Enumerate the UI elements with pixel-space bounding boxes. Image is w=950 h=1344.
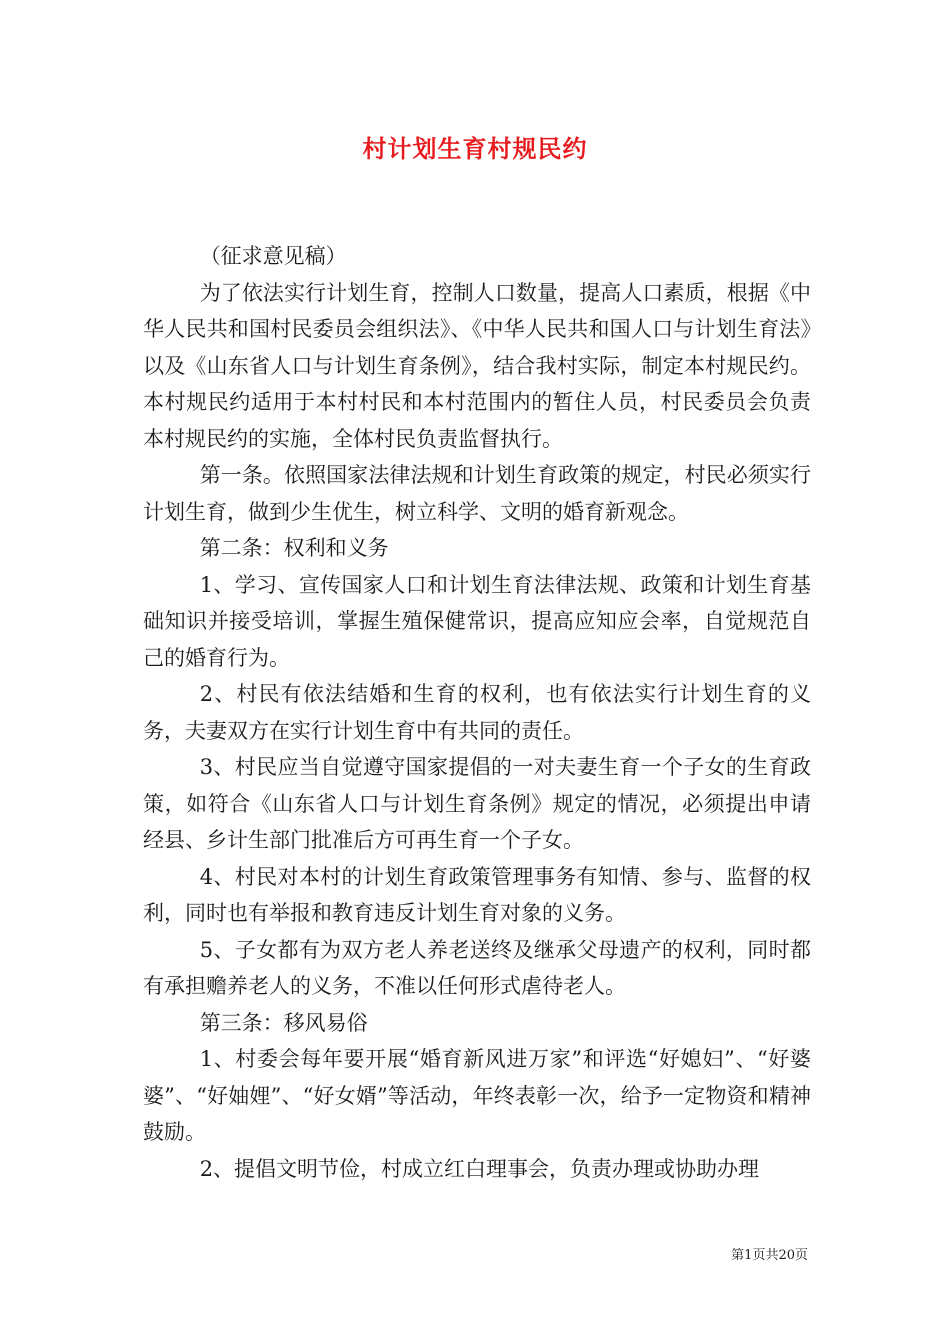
paragraph-article-2-item-4: 4、村民对本村的计划生育政策管理事务有知情、参与、监督的权利，同时也有举报和教育违反计划生育对象的义务。 (143, 864, 811, 925)
paragraph-article-3-item-2: 2、提倡文明节俭，村成立红白理事会，负责办理或协助办理 (199, 1156, 760, 1181)
paragraph-article-2-item-3: 3、村民应当自觉遵守国家提倡的一对夫妻生育一个子女的生育政策，如符合《山东省人口与计划生育条例》规定的情况，必须提出申请经县、乡计生部门批准后方可再生育一个子女。 (143, 755, 811, 852)
document-title: 村计划生育村规民约 (362, 134, 588, 163)
page-number: 第1页共20页 (731, 1248, 808, 1263)
paragraph-article-2-heading: 第二条：权利和义务 (199, 536, 389, 560)
paragraph-article-1: 第一条。依照国家法律法规和计划生育政策的规定，村民必须实行计划生育，做到少生优生，树立科学、文明的婚育新观念。 (143, 463, 811, 524)
paragraph-article-2-item-1: 1、学习、宣传国家人口和计划生育法律法规、政策和计划生育基础知识并接受培训，掌握生殖保健常识，提高应知应会率，自觉规范自己的婚育行为。 (143, 572, 811, 670)
paragraph-draft-note: （征求意见稿） (199, 244, 347, 268)
paragraph-article-3-heading: 第三条：移风易俗 (199, 1010, 368, 1035)
paragraph-preamble: 为了依法实行计划生育，控制人口数量，提高人口素质，根据《中华人民共和国村民委员会组织法》、《中华人民共和国人口与计划生育法》以及《山东省人口与计划生育条例》，结合我村实际，制定本村规民约。本村规民约适用于本村村民和本村范围内的暂住人员，村民委员会负责本村规民约的实施，全体村民负责监督执行。 (143, 280, 811, 451)
paragraph-article-2-item-5: 5、子女都有为双方老人养老送终及继承父母遗产的权利，同时都有承担赡养老人的义务，不准以任何形式虐待老人。 (143, 937, 811, 998)
document-body (143, 238, 811, 1187)
paragraph-article-2-item-2: 2、村民有依法结婚和生育的权利，也有依法实行计划生育的义务，夫妻双方在实行计划生育中有共同的责任。 (143, 682, 811, 743)
paragraph-article-3-item-1: 1、村委会每年要开展“婚育新风进万家”和评选“好媳妇”、“好婆婆”、“好妯娌”、“好女婿”等活动，年终表彰一次，给予一定物资和精神鼓励。 (143, 1047, 811, 1144)
